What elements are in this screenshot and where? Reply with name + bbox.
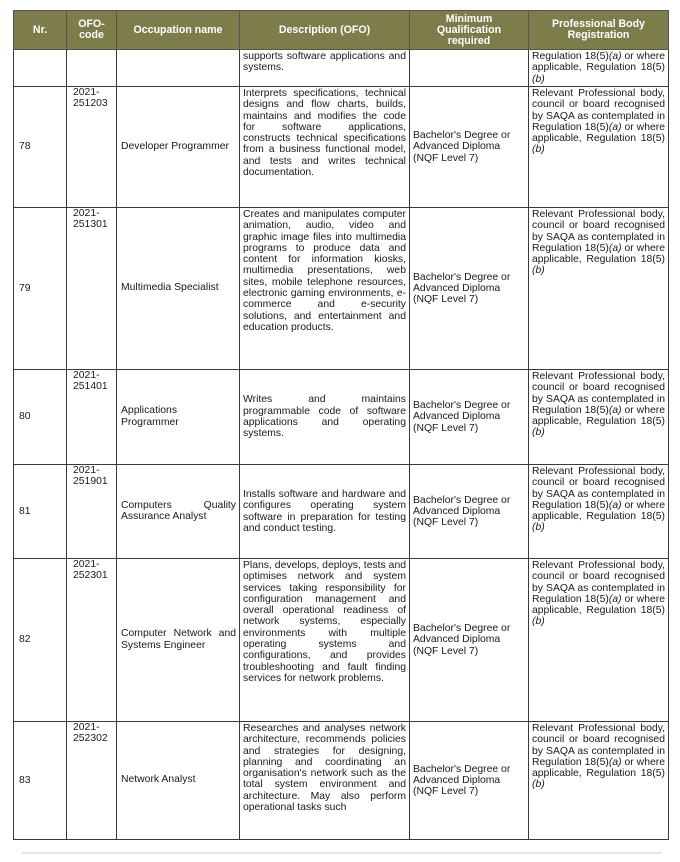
- description-cell: supports software applications and systems.: [240, 50, 410, 87]
- registration-cell: Relevant Professional body, council or board recognised by SAQA as contemplated in Regulation 18(5)(a) or where applicable, Regulation 18(5)(b): [529, 465, 669, 559]
- description-cell: Interprets specifications, technical designs and flow charts, builds, maintains and modifies the code for software applications, constructs technical specifications from a business functional model, and tests and writes technical documentation.: [240, 87, 410, 208]
- ofo-code: 2021- 252302: [67, 722, 117, 840]
- qualification-cell: Bachelor's Degree or Advanced Diploma (NQF Level 7): [410, 559, 529, 722]
- row-number: 83: [14, 722, 67, 840]
- qualification-cell: Bachelor's Degree or Advanced Diploma (NQF Level 7): [410, 465, 529, 559]
- header-qualification: Minimum Qualification required: [410, 11, 529, 50]
- description-cell: Plans, develops, deploys, tests and optimises network and system services taking responsibility for configuration management and overall operational readiness of network systems, especially environments with multiple operating systems and configurations, and provides troubleshooting and fault finding services for network problems.: [240, 559, 410, 722]
- table-row: [14, 722, 669, 840]
- row-number: 80: [14, 370, 67, 465]
- header-description: Description (OFO): [240, 11, 410, 50]
- registration-cell: Relevant Professional body, council or board recognised by SAQA as contemplated in Regulation 18(5)(a) or where applicable, Regulation 18(5)(b): [529, 370, 669, 465]
- table-header: [14, 11, 669, 50]
- ofo-code: 2021- 251203: [67, 87, 117, 208]
- document-page: [13, 10, 668, 840]
- table-row: [14, 370, 669, 465]
- registration-cell: Relevant Professional body, council or board recognised by SAQA as contemplated in Regulation 18(5)(a) or where applicable, Regulation 18(5)(b): [529, 87, 669, 208]
- table-row: [14, 87, 669, 208]
- table-row: [14, 465, 669, 559]
- ofo-code: 2021- 251901: [67, 465, 117, 559]
- ofo-code: 2021- 251401: [67, 370, 117, 465]
- row-number: 79: [14, 208, 67, 370]
- table-row: [14, 208, 669, 370]
- ofo-code: 2021- 251301: [67, 208, 117, 370]
- registration-cell: Relevant Professional body, council or board recognised by SAQA as contemplated in Regulation 18(5)(a) or where applicable, Regulation 18(5)(b): [529, 559, 669, 722]
- description-cell: Researches and analyses network architecture, recommends policies and strategies for designing, planning and coordinating an organisation's network such as the total system environment and architecture. May also perform operational tasks such: [240, 722, 410, 840]
- table-row-continuation: [14, 50, 669, 87]
- header-occupation: Occupation name: [117, 11, 240, 50]
- registration-cell: Relevant Professional body, council or board recognised by SAQA as contemplated in Regulation 18(5)(a) or where applicable, Regulation 18(5)(b): [529, 208, 669, 370]
- header-registration: Professional Body Registration: [529, 11, 669, 50]
- occupation-name: Computer Network and Systems Engineer: [117, 559, 240, 722]
- row-number: 82: [14, 559, 67, 722]
- qualification-cell: Bachelor's Degree or Advanced Diploma (NQF Level 7): [410, 370, 529, 465]
- occupation-name: Developer Programmer: [117, 87, 240, 208]
- ofo-code: 2021- 252301: [67, 559, 117, 722]
- table-row: [14, 559, 669, 722]
- header-nr: Nr.: [14, 11, 67, 50]
- occupation-name: Multimedia Specialist: [117, 208, 240, 370]
- description-cell: Installs software and hardware and configures operating system software in preparation for testing and conduct testing.: [240, 465, 410, 559]
- registration-cell: Regulation 18(5)(a) or where applicable, Regulation 18(5)(b): [529, 50, 669, 87]
- qualification-cell: Bachelor's Degree or Advanced Diploma (NQF Level 7): [410, 722, 529, 840]
- occupations-table: [13, 10, 669, 840]
- qualification-cell: Bachelor's Degree or Advanced Diploma (NQF Level 7): [410, 208, 529, 370]
- page-bottom-rule: [22, 852, 662, 854]
- row-number: 81: [14, 465, 67, 559]
- header-ofo-code: OFO- code: [67, 11, 117, 50]
- occupation-name: Applications Programmer: [117, 370, 240, 465]
- occupation-name: Computers Quality Assurance Analyst: [117, 465, 240, 559]
- registration-cell: Relevant Professional body, council or board recognised by SAQA as contemplated in Regulation 18(5)(a) or where applicable, Regulation 18(5)(b): [529, 722, 669, 840]
- description-cell: Writes and maintains programmable code of software applications and operating systems.: [240, 370, 410, 465]
- occupation-name: Network Analyst: [117, 722, 240, 840]
- row-number: 78: [14, 87, 67, 208]
- description-cell: Creates and manipulates computer animation, audio, video and graphic image files into multimedia programs to produce data and content for information kiosks, multimedia presentations, web sites, mobile telephone resources, electronic gaming environments, e-commerce and e-security solutions, and entertainment and education products.: [240, 208, 410, 370]
- qualification-cell: Bachelor's Degree or Advanced Diploma (NQF Level 7): [410, 87, 529, 208]
